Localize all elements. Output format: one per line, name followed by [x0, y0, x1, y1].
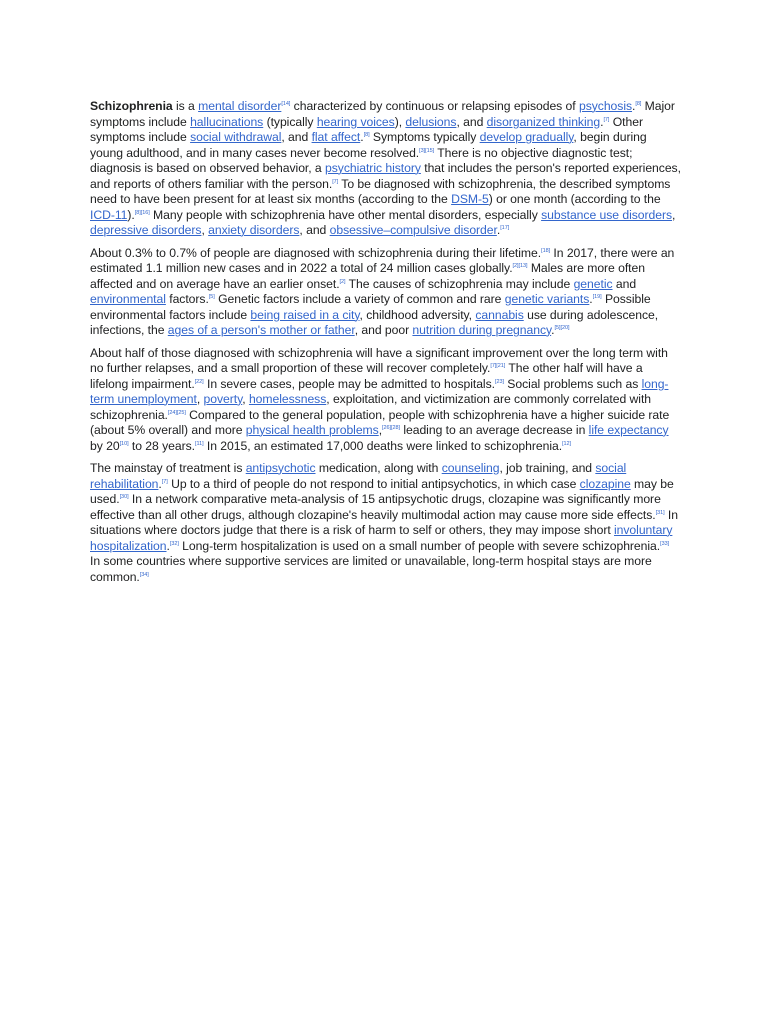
link-social-withdrawal[interactable]: social withdrawal: [190, 130, 282, 144]
link-genetic[interactable]: genetic: [573, 276, 613, 291]
paragraph-intro: Schizophrenia is a mental disorder[14] characterized by continuous or relapsing episodes of psychosis.[8] Major symptoms include hallucinations (typically hearing voices), delusions, and disorganized thinking.[7] Other symptoms include social withdrawal, and flat affect.[8] Symptoms typically develop gradually, begin during young adulthood, and in many cases never become resolved.[3][15] There is no objective diagnostic test; diagnosis is based on observed behavior, a psychiatric history that includes the person's reported experiences, and reports of others familiar with the person.[7] To be diagnosed with schizophrenia, the described symptoms need to have been present for at least six months (according to the DSM-5) or one month (according to the ICD-11).[8][16] Many people with schizophrenia have other mental disorders, especially substance use disorders, depressive disorders, anxiety disorders, and obsessive–compulsive disorder.[17]: [90, 99, 681, 237]
article-title-word: Schizophrenia: [90, 99, 173, 113]
link-cannabis[interactable]: cannabis: [475, 307, 524, 322]
citation[interactable]: [7][21]: [490, 362, 506, 369]
link-environmental[interactable]: environmental: [90, 292, 166, 306]
link-disorganized-thinking[interactable]: disorganized thinking: [486, 114, 601, 129]
link-nutrition-during-pregnancy[interactable]: nutrition during pregnancy: [412, 323, 552, 337]
citation[interactable]: [34]: [139, 571, 149, 578]
citation[interactable]: [3][15]: [419, 147, 435, 154]
citation[interactable]: [31]: [655, 509, 665, 516]
link-long-term-unemployment[interactable]: long-term unemployment: [90, 376, 669, 406]
link-parental-age[interactable]: ages of a person's mother or father: [167, 323, 355, 337]
link-dsm-5[interactable]: DSM-5: [451, 192, 489, 206]
citation[interactable]: [8]: [635, 100, 642, 107]
citation[interactable]: [8]: [363, 131, 370, 138]
citation[interactable]: [7]: [332, 178, 339, 185]
citation[interactable]: [24][25]: [167, 409, 186, 416]
citation[interactable]: [8][16]: [134, 209, 150, 216]
citation[interactable]: [2][13]: [512, 262, 528, 269]
paragraph-treatment: The mainstay of treatment is antipsychotic medication, along with counseling, job training, and social rehabilitation.[7] Up to a third of people do not respond to initial antipsychotics, in which case clozapine may be used.[30] In a network comparative meta-analysis of 15 antipsychotic drugs, clozapine was significantly more effective than all other drugs, although clozapine's heavily multimodal action may cause more side effects.[31] In situations where doctors judge that there is a risk of harm to self or others, they may impose short involuntary hospitalization.[32] Long-term hospitalization is used on a small number of people with severe schizophrenia.[33] In some countries where supportive services are limited or unavailable, long-term hospital stays are more common.[34]: [90, 461, 678, 584]
link-antipsychotic[interactable]: antipsychotic: [245, 461, 316, 475]
link-icd-11[interactable]: ICD-11: [90, 207, 128, 222]
citation[interactable]: [2]: [339, 278, 346, 285]
link-anxiety-disorders[interactable]: anxiety disorders: [208, 223, 300, 237]
link-psychosis[interactable]: psychosis: [578, 99, 633, 113]
link-poverty[interactable]: poverty: [203, 392, 243, 406]
link-physical-health-problems[interactable]: physical health problems: [245, 423, 379, 437]
citation[interactable]: [12]: [562, 440, 572, 447]
citation[interactable]: [22]: [194, 378, 204, 385]
citation[interactable]: [7]: [161, 478, 168, 485]
article-body: [90, 99, 682, 592]
link-substance-use-disorders[interactable]: substance use disorders: [541, 207, 673, 222]
link-delusions[interactable]: delusions: [405, 114, 457, 129]
link-clozapine[interactable]: clozapine: [579, 476, 631, 491]
citation[interactable]: [23]: [494, 378, 504, 385]
citation[interactable]: [30]: [119, 493, 129, 500]
paragraph-prognosis: About half of those diagnosed with schizophrenia will have a significant improvement over the long term with no further relapses, and a small proportion of these will recover completely.[7][21] The other half will have a lifelong impairment.[22] In severe cases, people may be admitted to hospitals.[23] Social problems such as long-term unemployment, poverty, homelessness, exploitation, and victimization are commonly correlated with schizophrenia.[24][25] Compared to the general population, people with schizophrenia have a higher suicide rate (about 5% overall) and more physical health problems,[26][28] leading to an average decrease in life expectancy by 20[10] to 28 years.[11] In 2015, an estimated 17,000 deaths were linked to schizophrenia.[12]: [90, 345, 670, 453]
link-hearing-voices[interactable]: hearing voices: [316, 114, 395, 129]
link-hallucinations[interactable]: hallucinations: [190, 114, 264, 129]
citation[interactable]: [17]: [500, 224, 510, 231]
link-involuntary-hospitalization[interactable]: involuntary hospitalization: [90, 523, 673, 553]
citation[interactable]: [11]: [194, 440, 204, 447]
citation[interactable]: [32]: [169, 540, 179, 547]
link-flat-affect[interactable]: flat affect: [311, 130, 361, 144]
citation[interactable]: [5][20]: [554, 324, 570, 331]
citation[interactable]: [14]: [281, 100, 291, 107]
link-develop-gradually[interactable]: develop gradually: [479, 130, 574, 144]
link-being-raised-in-a-city[interactable]: being raised in a city: [250, 307, 360, 322]
citation[interactable]: [7]: [603, 116, 610, 123]
citation[interactable]: [26][28]: [382, 424, 400, 431]
link-social-rehabilitation[interactable]: social rehabilitation: [90, 461, 627, 491]
citation[interactable]: [5]: [208, 293, 215, 300]
link-counseling[interactable]: counseling: [441, 461, 500, 475]
citation[interactable]: [19]: [592, 293, 602, 300]
paragraph-epidemiology: About 0.3% to 0.7% of people are diagnosed with schizophrenia during their lifetime.[18] In 2017, there were an estimated 1.1 million new cases and in 2022 a total of 24 million cases globally.[2][13] Males are more often affected and on average have an earlier onset.[2] The causes of schizophrenia may include genetic and environmental factors.[5] Genetic factors include a variety of common and rare genetic variants.[19] Possible environmental factors include being raised in a city, childhood adversity, cannabis use during adolescence, infections, the ages of a person's mother or father, and poor nutrition during pregnancy.[5][20]: [90, 245, 675, 337]
link-depressive-disorders[interactable]: depressive disorders: [90, 223, 202, 237]
link-homelessness[interactable]: homelessness: [248, 392, 327, 406]
citation[interactable]: [33]: [660, 540, 670, 547]
link-ocd[interactable]: obsessive–compulsive disorder: [329, 223, 497, 237]
link-psychiatric-history[interactable]: psychiatric history: [325, 161, 421, 175]
citation[interactable]: [18]: [541, 247, 551, 254]
link-mental-disorder[interactable]: mental disorder: [198, 99, 282, 113]
citation[interactable]: [10]: [119, 440, 129, 447]
link-genetic-variants[interactable]: genetic variants: [504, 292, 590, 306]
link-life-expectancy[interactable]: life expectancy: [588, 423, 669, 437]
